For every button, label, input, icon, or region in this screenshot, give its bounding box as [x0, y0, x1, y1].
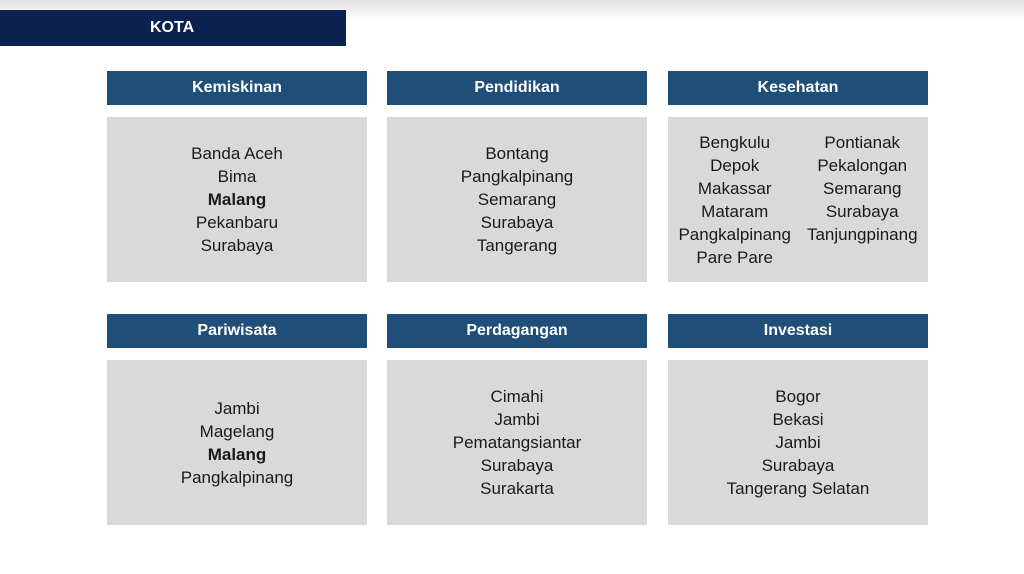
card-investasi	[668, 314, 928, 525]
city-item: Tanjungpinang	[806, 224, 918, 244]
city-item: Surabaya	[480, 213, 554, 232]
card-body-kemiskinan	[107, 117, 367, 282]
city-item: Bekasi	[772, 410, 824, 429]
card-body-investasi	[668, 360, 928, 525]
card-pendidikan	[387, 71, 647, 282]
card-pariwisata	[107, 314, 367, 525]
city-item: Cimahi	[490, 387, 544, 406]
title-bar	[0, 10, 346, 46]
city-columns	[678, 131, 917, 269]
city-item: Pangkalpinang	[460, 167, 574, 186]
city-item: Magelang	[199, 421, 275, 441]
city-list	[461, 142, 573, 257]
city-item: Malang	[207, 444, 267, 464]
city-list-column-left	[678, 131, 790, 269]
city-item: Surabaya	[480, 456, 554, 475]
city-item: Jambi	[775, 433, 821, 452]
card-body-pariwisata	[107, 360, 367, 525]
city-list	[181, 397, 293, 489]
city-item: Surabaya	[200, 236, 274, 255]
city-item: Tangerang	[476, 236, 558, 255]
category-grid	[107, 71, 929, 527]
city-item: Bontang	[485, 144, 549, 163]
card-body-perdagangan	[387, 360, 647, 525]
city-item: Surakarta	[480, 479, 554, 498]
city-item: Mataram	[701, 201, 769, 221]
city-item: Tangerang Selatan	[726, 479, 870, 498]
city-item: Pangkalpinang	[180, 467, 294, 487]
city-item: Bima	[217, 167, 257, 186]
city-item: Banda Aceh	[191, 144, 283, 163]
city-list	[453, 385, 582, 500]
city-item: Pontianak	[824, 132, 901, 152]
city-item: Jambi	[494, 410, 540, 429]
card-header-pendidikan: Pendidikan	[387, 71, 647, 105]
city-item: Bengkulu	[699, 132, 771, 152]
city-item: Semarang	[823, 178, 902, 198]
city-list	[727, 385, 870, 500]
card-header-pariwisata: Pariwisata	[107, 314, 367, 348]
card-perdagangan	[387, 314, 647, 525]
card-body-kesehatan	[668, 117, 928, 282]
city-item: Pangkalpinang	[678, 224, 791, 244]
city-item: Depok	[710, 155, 760, 175]
city-item: Surabaya	[761, 456, 835, 475]
city-item: Pekanbaru	[195, 213, 279, 232]
card-body-pendidikan	[387, 117, 647, 282]
city-item: Pekalongan	[817, 155, 908, 175]
city-item: Pare Pare	[696, 247, 773, 267]
city-item: Makassar	[697, 178, 772, 198]
city-list-column-right	[807, 131, 918, 269]
city-item: Malang	[207, 190, 267, 209]
card-header-kesehatan: Kesehatan	[668, 71, 928, 105]
city-item: Pematangsiantar	[452, 433, 582, 452]
city-item: Jambi	[214, 398, 260, 418]
card-header-perdagangan: Perdagangan	[387, 314, 647, 348]
city-item: Surabaya	[825, 201, 899, 221]
card-kesehatan	[668, 71, 928, 282]
card-kemiskinan	[107, 71, 367, 282]
city-list	[191, 142, 283, 257]
city-item: Semarang	[477, 190, 557, 209]
card-header-investasi: Investasi	[668, 314, 928, 348]
city-item: Bogor	[775, 387, 821, 406]
card-header-kemiskinan: Kemiskinan	[107, 71, 367, 105]
page-title: KOTA	[150, 19, 195, 36]
